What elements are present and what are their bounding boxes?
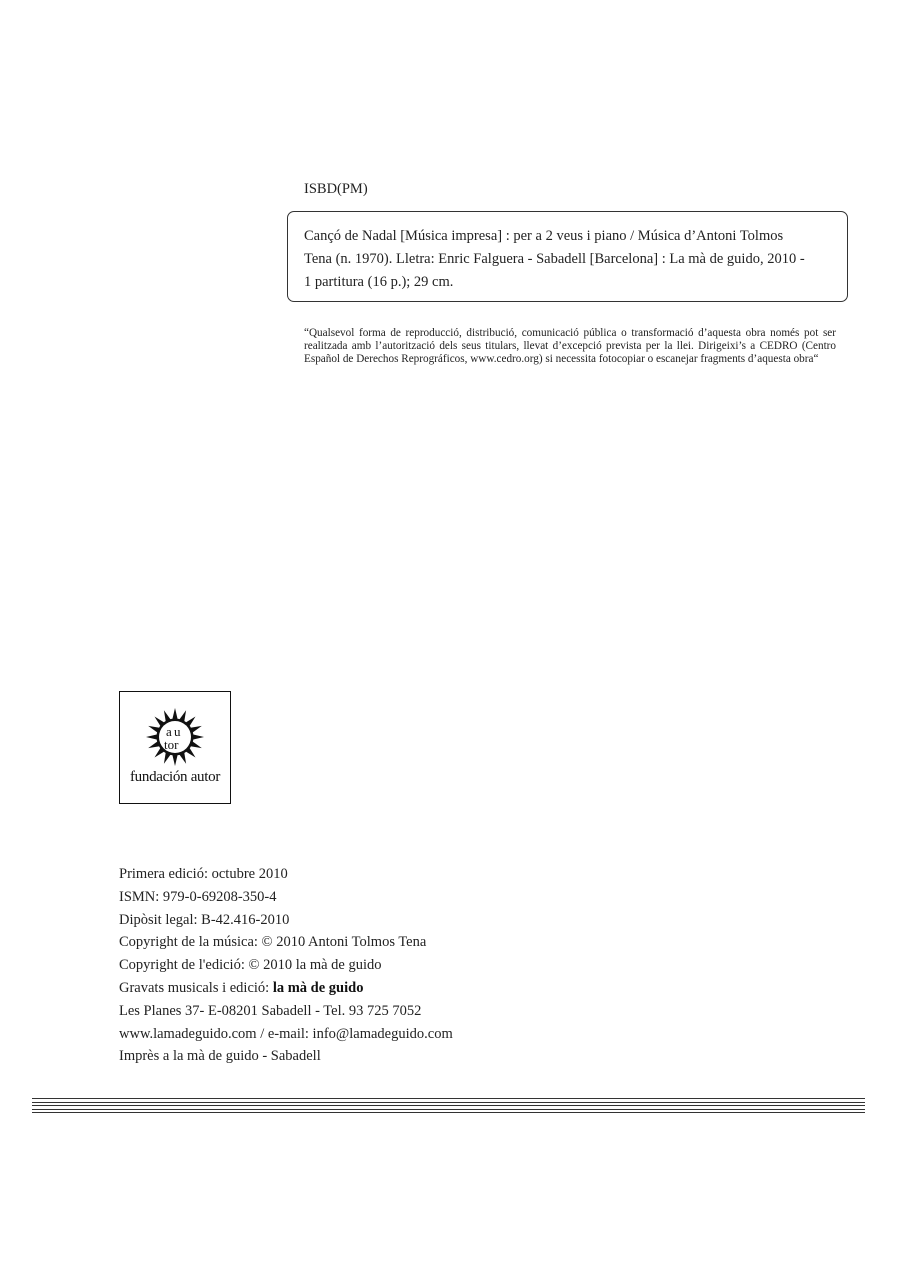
sun-ray	[146, 734, 157, 739]
music-staff-lines	[32, 1098, 865, 1114]
staff-line	[32, 1105, 865, 1106]
music-copyright: Copyright de la música: © 2010 Antoni Tolmos Tena	[119, 934, 427, 951]
ismn: ISMN: 979-0-69208-350-4	[119, 888, 277, 905]
logo-mark-text-top: a	[166, 724, 172, 739]
logo-mark-text-bottom: tor	[164, 737, 179, 752]
address: Les Planes 37- E-08201 Sabadell - Tel. 93 725 7052	[119, 1002, 422, 1019]
sun-logo-icon	[144, 706, 206, 768]
logo-mark-text-u: u	[174, 724, 181, 739]
rights-notice: “Qualsevol forma de reproducció, distribució, comunicació pública o transformació d’aquesta obra només pot ser realitzada amb l’autorització dels seus titulars, llevat d’excepció prevista per la llei. Dirigeixi’s a CEDRO (Centro Español de Derechos Reprográficos, www.cedro.org) si necessita fotocopiar o escanejar fragments d’aquesta obra“	[304, 327, 836, 365]
engraving-line	[119, 977, 453, 1000]
publisher-name: la mà de guido	[272, 979, 364, 996]
web-email: www.lamadeguido.com / e-mail: info@lamadeguido.com	[119, 1025, 453, 1042]
first-edition: Primera edició: octubre 2010	[119, 866, 288, 882]
sun-ray	[193, 734, 204, 739]
staff-line	[32, 1098, 865, 1099]
catalog-line-1: Cançó de Nadal [Música impresa] : per a 2 veus i piano / Música d’Antoni Tolmos	[304, 228, 784, 244]
edition-copyright: Copyright de l'edició: © 2010 la mà de guido	[119, 957, 382, 974]
catalog-line-3: 1 partitura (16 p.); 29 cm.	[304, 274, 454, 290]
catalog-line-2: Tena (n. 1970). Lletra: Enric Falguera - Sabadell [Barcelona] : La mà de guido, 2010 -	[304, 251, 805, 267]
sun-ray	[172, 755, 177, 766]
staff-line	[32, 1112, 865, 1113]
engraving-prefix: Gravats musicals i edició:	[119, 979, 273, 996]
imprint-block	[119, 863, 453, 1068]
printed-at: Imprès a la mà de guido - Sabadell	[119, 1048, 321, 1065]
logo-caption: fundación autor	[129, 769, 221, 785]
isbd-label: ISBD(PM)	[304, 181, 368, 197]
staff-line	[32, 1109, 865, 1110]
catalog-record-box	[287, 211, 848, 302]
staff-line	[32, 1102, 865, 1103]
sun-ray	[172, 708, 177, 719]
fundacion-autor-logo	[119, 691, 231, 804]
legal-deposit: Dipòsit legal: B-42.416-2010	[119, 911, 290, 928]
